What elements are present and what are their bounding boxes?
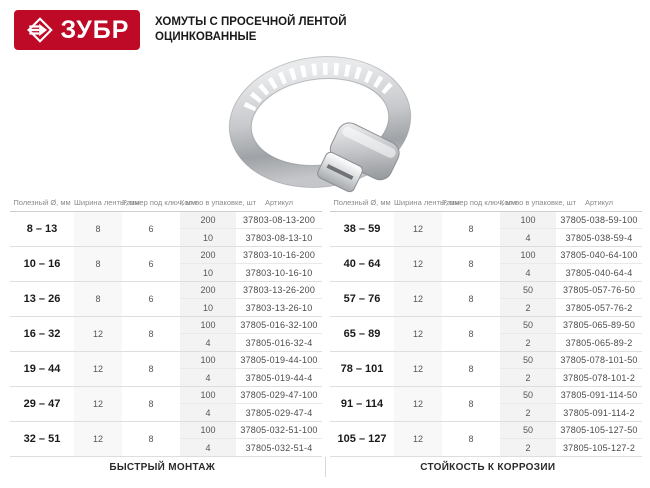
wrench-size-cell: 8 xyxy=(468,399,474,409)
table-body-right xyxy=(330,212,642,457)
pack-qty-cell: 50 xyxy=(500,422,556,439)
sku-cell: 37803-08-13-200 xyxy=(236,212,322,229)
wrench-size-cell: 8 xyxy=(148,434,154,444)
sku-cell: 37805-016-32-100 xyxy=(236,317,322,334)
pack-qty-cell: 100 xyxy=(180,387,236,404)
sku-cell: 37805-040-64-100 xyxy=(556,247,642,264)
pack-qty-cell: 2 xyxy=(500,369,556,386)
wrench-size-cell: 8 xyxy=(468,434,474,444)
pack-qty-cell: 100 xyxy=(180,317,236,334)
sku-cell: 37803-13-26-200 xyxy=(236,282,322,299)
pack-qty-cell: 10 xyxy=(180,299,236,316)
diameter-cell: 8 – 13 xyxy=(26,223,58,235)
band-width-cell: 8 xyxy=(74,247,122,281)
wrench-size-cell: 6 xyxy=(148,224,154,234)
table-header-row xyxy=(330,195,642,212)
pack-qty-cell: 4 xyxy=(180,439,236,456)
wrench-size-cell: 6 xyxy=(148,294,154,304)
diameter-cell: 78 – 101 xyxy=(340,363,384,375)
diameter-cell: 57 – 76 xyxy=(343,293,381,305)
spec-table-right xyxy=(330,195,642,457)
pack-qty-cell: 50 xyxy=(500,282,556,299)
diameter-cell: 40 – 64 xyxy=(343,258,381,270)
pack-qty-cell: 2 xyxy=(500,299,556,316)
sku-cell: 37805-038-59-100 xyxy=(556,212,642,229)
sku-cell: 37805-032-51-4 xyxy=(245,442,313,453)
pack-qty-cell: 100 xyxy=(180,352,236,369)
band-width-cell: 12 xyxy=(394,317,442,351)
pack-qty-cell: 4 xyxy=(500,264,556,281)
col-header-pack-qty: Кол-во в упаковке, шт xyxy=(180,198,257,208)
diameter-cell: 13 – 26 xyxy=(23,293,61,305)
sku-cell: 37805-016-32-4 xyxy=(245,337,313,348)
table-row xyxy=(330,247,642,282)
wrench-size-cell: 8 xyxy=(148,399,154,409)
table-row xyxy=(10,282,322,317)
pack-qty-cell: 4 xyxy=(180,369,236,386)
pack-qty-cell: 2 xyxy=(500,334,556,351)
table-row xyxy=(330,352,642,387)
sku-cell: 37805-091-114-2 xyxy=(563,407,635,418)
sku-cell: 37803-10-16-10 xyxy=(245,267,313,278)
sku-cell: 37803-08-13-10 xyxy=(245,232,313,243)
sku-cell: 37805-029-47-4 xyxy=(245,407,313,418)
pack-qty-cell: 2 xyxy=(500,404,556,421)
table-row xyxy=(330,317,642,352)
pack-qty-cell: 4 xyxy=(180,334,236,351)
table-row xyxy=(330,387,642,422)
pack-qty-cell: 100 xyxy=(180,422,236,439)
pack-qty-cell: 200 xyxy=(180,282,236,299)
pack-qty-cell: 4 xyxy=(500,229,556,246)
sku-cell: 37805-091-114-50 xyxy=(556,387,642,404)
pack-qty-cell: 200 xyxy=(180,212,236,229)
diameter-cell: 38 – 59 xyxy=(343,223,381,235)
bison-arrow-icon xyxy=(25,15,55,45)
wrench-size-cell: 8 xyxy=(148,364,154,374)
pack-qty-cell: 2 xyxy=(500,439,556,456)
sku-cell: 37805-105-127-50 xyxy=(556,422,642,439)
page-title-line2: ОЦИНКОВАННЫЕ xyxy=(155,31,257,43)
band-width-cell: 8 xyxy=(74,282,122,316)
pack-qty-cell: 4 xyxy=(180,404,236,421)
sku-cell: 37803-10-16-200 xyxy=(236,247,322,264)
sku-cell: 37805-019-44-100 xyxy=(236,352,322,369)
hose-clamp-image xyxy=(222,50,437,198)
col-header-wrench-size: Размер под ключ, мм xyxy=(122,198,196,208)
sku-cell: 37805-032-51-100 xyxy=(236,422,322,439)
diameter-cell: 29 – 47 xyxy=(23,398,61,410)
band-width-cell: 12 xyxy=(394,282,442,316)
wrench-size-cell: 8 xyxy=(148,329,154,339)
diameter-cell: 16 – 32 xyxy=(23,328,61,340)
wrench-size-cell: 8 xyxy=(468,329,474,339)
feature-corrosion-resistance: СТОЙКОСТЬ К КОРРОЗИИ xyxy=(420,461,556,473)
band-width-cell: 12 xyxy=(394,387,442,421)
sku-cell: 37805-065-89-50 xyxy=(556,317,642,334)
band-width-cell: 12 xyxy=(394,352,442,386)
col-header-sku: Артикул xyxy=(265,198,293,208)
wrench-size-cell: 8 xyxy=(468,224,474,234)
sku-cell: 37805-040-64-4 xyxy=(565,267,633,278)
diameter-cell: 105 – 127 xyxy=(337,433,387,445)
band-width-cell: 12 xyxy=(74,422,122,456)
pack-qty-cell: 50 xyxy=(500,317,556,334)
table-row xyxy=(10,212,322,247)
sku-cell: 37805-065-89-2 xyxy=(565,337,633,348)
sku-cell: 37805-029-47-100 xyxy=(236,387,322,404)
pack-qty-cell: 50 xyxy=(500,352,556,369)
pack-qty-cell: 50 xyxy=(500,387,556,404)
diameter-cell: 65 – 89 xyxy=(343,328,381,340)
page-title-line1: ХОМУТЫ С ПРОСЕЧНОЙ ЛЕНТОЙ xyxy=(155,16,347,28)
brand-name: ЗУБР xyxy=(60,15,130,44)
diameter-cell: 19 – 44 xyxy=(23,363,61,375)
band-width-cell: 12 xyxy=(74,352,122,386)
brand-logo xyxy=(14,10,140,50)
table-row xyxy=(330,212,642,247)
sku-cell: 37805-057-76-2 xyxy=(565,302,633,313)
table-body-left xyxy=(10,212,322,457)
page-title xyxy=(155,15,347,45)
sku-cell: 37805-057-76-50 xyxy=(556,282,642,299)
col-header-band-width: Ширина ленты, мм xyxy=(74,198,140,208)
pack-qty-cell: 100 xyxy=(500,247,556,264)
feature-quick-mount: БЫСТРЫЙ МОНТАЖ xyxy=(109,461,216,473)
pack-qty-cell: 10 xyxy=(180,229,236,246)
sku-cell: 37805-105-127-2 xyxy=(562,442,636,453)
diameter-cell: 91 – 114 xyxy=(340,398,384,410)
table-header-row xyxy=(10,195,322,212)
band-width-cell: 12 xyxy=(74,317,122,351)
band-width-cell: 12 xyxy=(394,422,442,456)
col-header-diameter: Полезный Ø, мм xyxy=(333,198,391,208)
col-header-sku: Артикул xyxy=(585,198,613,208)
wrench-size-cell: 8 xyxy=(468,364,474,374)
product-photo xyxy=(222,50,437,198)
band-width-cell: 12 xyxy=(74,387,122,421)
col-header-band-width: Ширина ленты, мм xyxy=(394,198,460,208)
sku-cell: 37803-13-26-10 xyxy=(245,302,313,313)
wrench-size-cell: 8 xyxy=(468,259,474,269)
feature-strip xyxy=(0,452,650,482)
band-width-cell: 12 xyxy=(394,247,442,281)
sku-cell: 37805-078-101-50 xyxy=(556,352,642,369)
diameter-cell: 10 – 16 xyxy=(23,258,61,270)
wrench-size-cell: 6 xyxy=(148,259,154,269)
table-row xyxy=(330,282,642,317)
sku-cell: 37805-038-59-4 xyxy=(565,232,633,243)
spec-table-left xyxy=(10,195,322,457)
col-header-diameter: Полезный Ø, мм xyxy=(13,198,71,208)
table-row xyxy=(10,352,322,387)
diameter-cell: 32 – 51 xyxy=(23,433,61,445)
pack-qty-cell: 10 xyxy=(180,264,236,281)
sku-cell: 37805-078-101-2 xyxy=(562,372,636,383)
col-header-wrench-size: Размер под ключ, мм xyxy=(442,198,516,208)
table-row xyxy=(10,387,322,422)
wrench-size-cell: 8 xyxy=(468,294,474,304)
pack-qty-cell: 100 xyxy=(500,212,556,229)
table-row xyxy=(10,317,322,352)
table-row xyxy=(10,247,322,282)
pack-qty-cell: 200 xyxy=(180,247,236,264)
band-width-cell: 12 xyxy=(394,212,442,246)
col-header-pack-qty: Кол-во в упаковке, шт xyxy=(500,198,577,208)
sku-cell: 37805-019-44-4 xyxy=(245,372,313,383)
band-width-cell: 8 xyxy=(74,212,122,246)
